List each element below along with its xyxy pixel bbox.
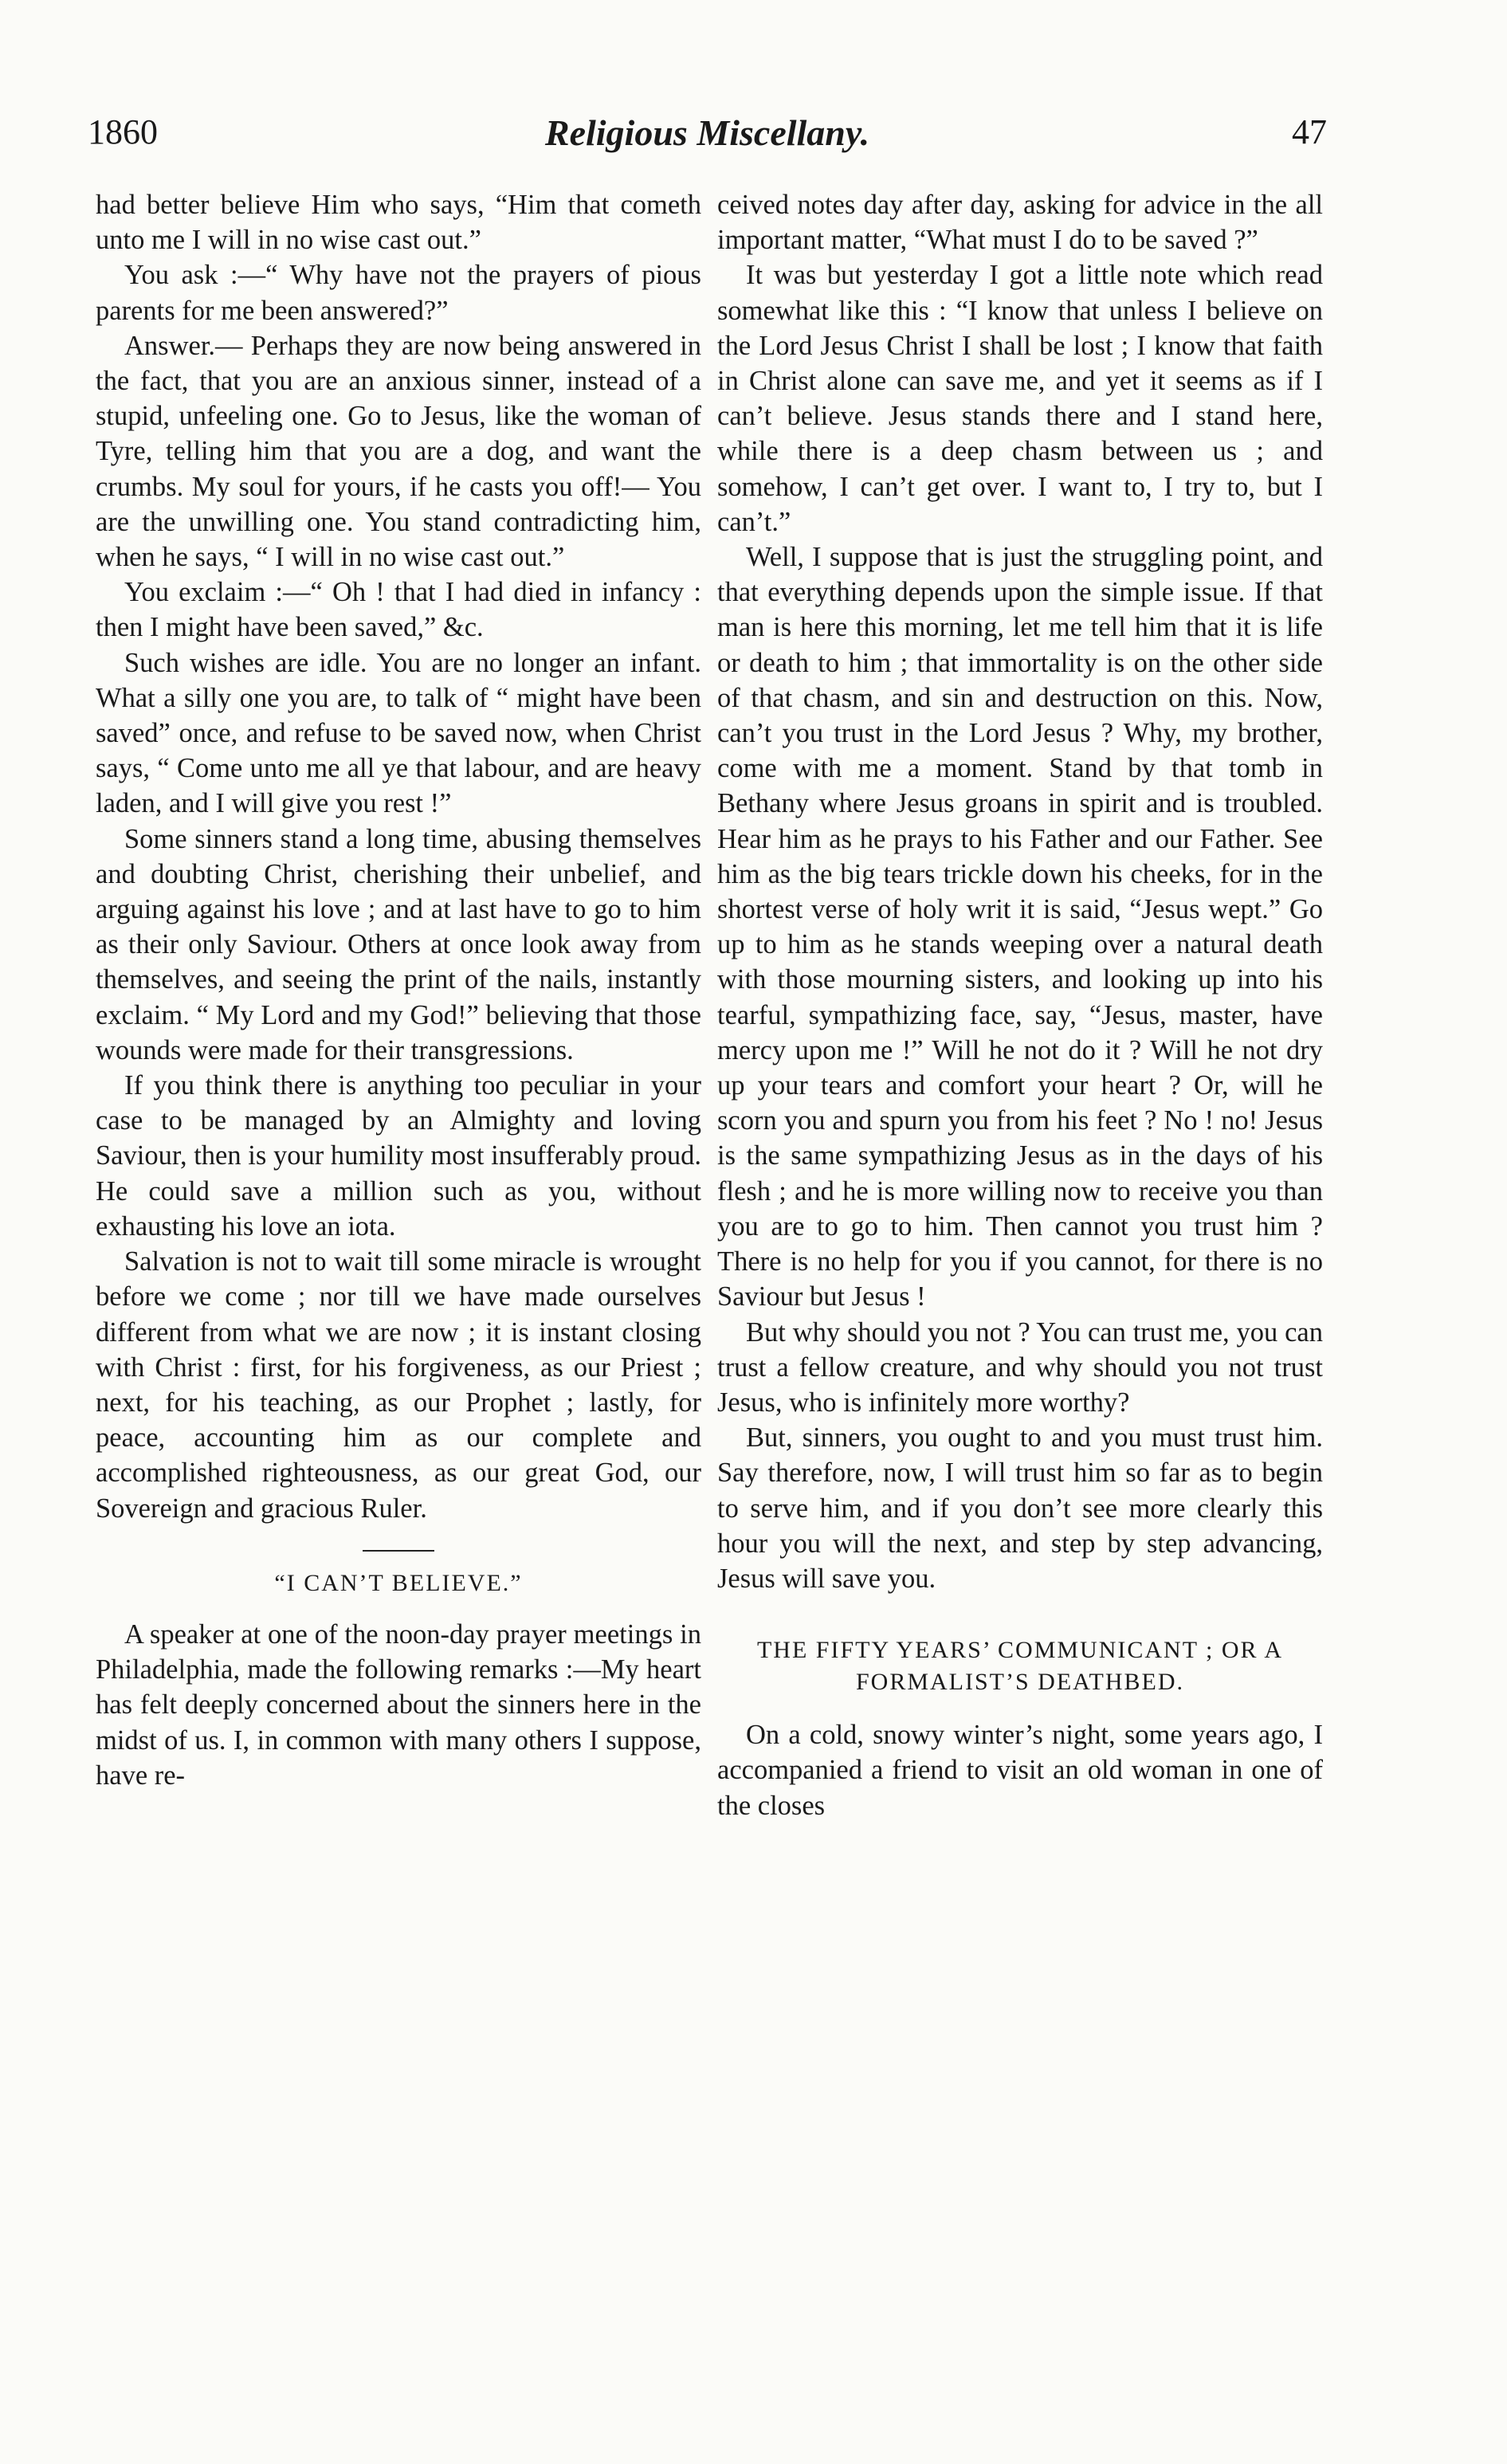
paragraph: Salvation is not to wait till some miracle is wrought before we come ; nor till we have made ourselves different from what we are now ; it is instant closing with Christ : first, for his forgiveness, as our Priest ; next, for his teaching, as our Prophet ; lastly, for peace, accounting him as our complete and accomplished righteousness, as our great God, our Sovereign and gracious Ruler.	[96, 1246, 701, 1524]
header-year: 1860	[88, 112, 158, 151]
paragraph: You ask :—“ Why have not the prayers of pious parents for me been answered?”	[96, 260, 701, 326]
section-title: “I CAN’T BELIEVE.”	[274, 1569, 523, 1596]
paragraph: But, sinners, you ought to and you must trust him. Say therefore, now, I will trust him so far as to begin to serve him, and if you don’t see more clearly this hour you will the next, and step by step advancing, Jesus will save you.	[717, 1422, 1323, 1594]
page-number: 47	[1292, 112, 1327, 151]
paragraph: A speaker at one of the noon-day prayer meetings in Philadelphia, made the following remarks :—My heart has felt deeply concerned about the sinners here in the midst of us. I, in common with many others I suppose, have re-	[96, 1618, 701, 1791]
paragraph: Such wishes are idle. You are no longer an infant. What a silly one you are, to talk of “ might have been saved” once, and refuse to be saved now, when Christ says, “ Come unto me all ye that labour, and are heavy laden, and I will give you rest !”	[96, 647, 701, 819]
running-title: Religious Miscellany.	[544, 112, 870, 153]
paragraph: But why should you not ? You can trust me, you can trust a fellow creature, and why should you not trust Jesus, who is infinitely more worthy?	[717, 1316, 1323, 1418]
paragraph: It was but yesterday I got a little note which read somewhat like this : “I know that unless I believe on the Lord Jesus Christ I shall be lost ; I know that faith in Christ alone can save me, and yet it seems as if I can’t believe. Jesus stands there and I stand here, while there is a deep chasm between us ; and somehow, I can’t get over. I want to, I try to, but I can’t.”	[717, 260, 1323, 537]
left-column	[96, 187, 701, 1793]
section-title: THE FIFTY YEARS’ COMMUNICANT ; OR A FORMALIST’S DEATHBED.	[756, 1637, 1284, 1696]
right-column	[717, 187, 1323, 1823]
paragraph: had better believe Him who says, “Him that cometh unto me I will in no wise cast out.”	[96, 190, 701, 256]
section-divider	[363, 1550, 434, 1552]
paragraph: You exclaim :—“ Oh ! that I had died in infancy : then I might have been saved,” &c.	[96, 577, 701, 643]
paragraph: ceived notes day after day, asking for advice in the all important matter, “What must I do to be saved ?”	[717, 190, 1323, 256]
paragraph: If you think there is anything too peculiar in your case to be managed by an Almighty and loving Saviour, then is your humility most insufferably proud. He could save a million such as you, without exhausting his love an iota.	[96, 1070, 701, 1242]
paragraph: Answer.— Perhaps they are now being answered in the fact, that you are an anxious sinner, instead of a stupid, unfeeling one. Go to Jesus, like the woman of Tyre, telling him that you are a dog, and want the crumbs. My soul for yours, if he casts you off!— You are the unwilling one. You stand contradicting him, when he says, “ I will in no wise cast out.”	[96, 330, 701, 573]
paragraph: On a cold, snowy winter’s night, some years ago, I accompanied a friend to visit an old woman in one of the closes	[717, 1720, 1323, 1821]
page-header	[88, 112, 1327, 167]
paragraph: Well, I suppose that is just the struggling point, and that everything depends upon the simple issue. If that man is here this morning, let me tell him that it is life or death to him ; that immortality is on the other side of that chasm, and sin and destruction on this. Now, can’t you trust in the Lord Jesus ? Why, my brother, come with me a moment. Stand by that tomb in Bethany where Jesus groans in spirit and is troubled. Hear him as he prays to his Father and our Father. See him as the big tears trickle down his cheeks, for in the shortest verse of holy writ it is said, “Jesus wept.” Go up to him as he stands weeping over a natural death with those mourning sisters, and looking up into his tearful, sympathizing face, say, “Jesus, master, have mercy upon me !” Will he not do it ? Will he not dry up your tears and comfort your heart ? Or, will he scorn you and spurn you from his feet ? No ! no! Jesus is the same sympathizing Jesus as in the days of his flesh ; and he is more willing now to receive you than you are to go to him. Then cannot you trust him ? There is no help for you if you cannot, for there is no Saviour but Jesus !	[717, 542, 1323, 1312]
paragraph: Some sinners stand a long time, abusing themselves and doubting Christ, cherishing their unbelief, and arguing against his love ; and at last have to go to him as their only Saviour. Others at once look away from themselves, and seeing the print of the nails, instantly exclaim. “ My Lord and my God!” believing that those wounds were made for their transgressions.	[96, 823, 701, 1065]
